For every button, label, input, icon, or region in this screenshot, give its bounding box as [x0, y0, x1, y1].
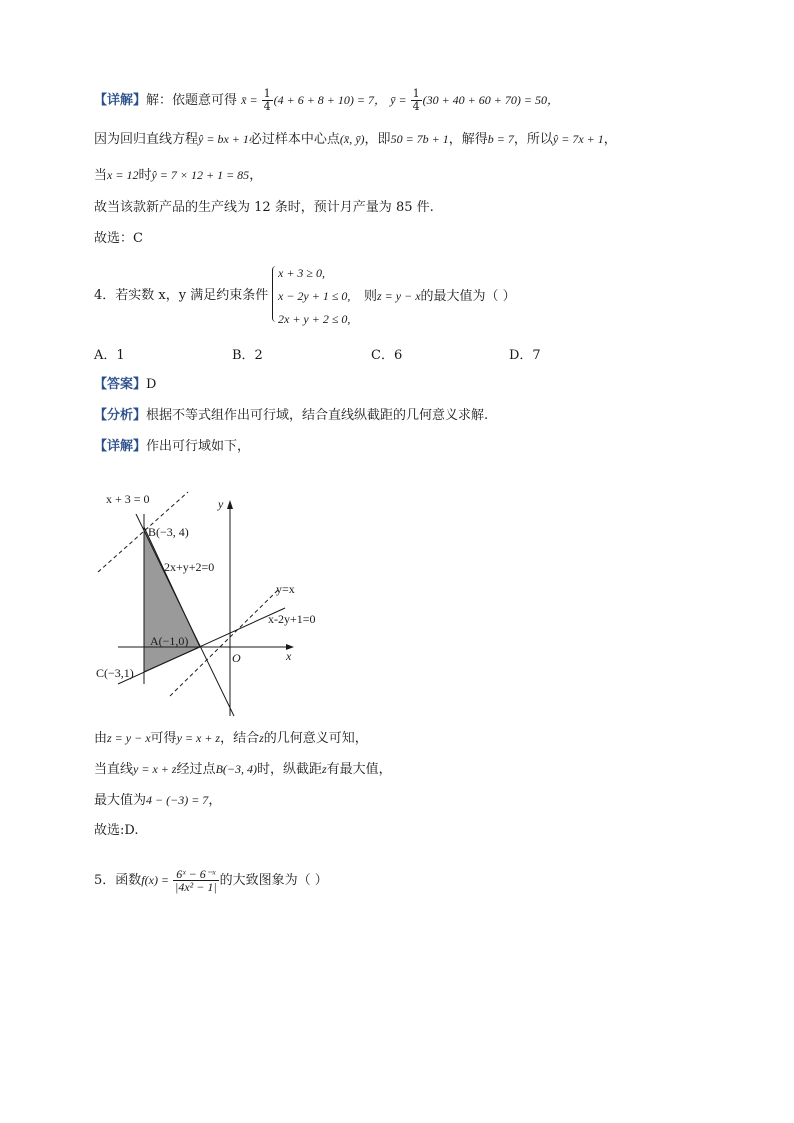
detail-line-1: 【详解】解：依题意可得 x̄ = $\frac{1}{4}$ (4 + 6 + 8 + 10) = 7， ȳ = $\frac{1}{4}$ (30 + 40 + 60 + 70) = 50， [94, 87, 559, 113]
detail2-line: 【详解】作出可行域如下， [94, 439, 251, 454]
label-c: C(−3,1) [96, 666, 134, 680]
feasible-region-graph [90, 484, 350, 724]
option-d: D．7 [509, 348, 541, 363]
after-line-2: 当直线y = x + z经过点B(−3, 4)时，纵截距z有最大值， [94, 762, 392, 777]
q5-fraction: $\frac{\text{6ˣ − 6⁻ˣ}}{\text{|4x² − 1|}}$ [175, 867, 217, 894]
label-yx: y=x [276, 582, 295, 596]
detail-line-5: 故选：C [94, 231, 143, 246]
y-axis-arrow [227, 500, 233, 509]
analysis-line: 【分析】根据不等式组作出可行域，结合直线纵截距的几何意义求解. [94, 408, 489, 423]
fraction: $\frac{1}{4}$ [412, 87, 420, 113]
constraint-system: x + 3 ≥ 0, x − 2y + 1 ≤ 0, 2x + y + 2 ≤ 0, [278, 266, 351, 326]
detail-line-2: 因为回归直线方程ŷ = bx + 1必过样本中心点(x̄, ȳ)，即50 = 7b + 1，解得b = 7，所以ŷ = 7x + 1， [94, 132, 617, 147]
after-line-4: 故选:D. [94, 823, 139, 838]
q5-stem: 5．函数f(x) = $\frac{\text{6ˣ − 6⁻ˣ}}{\text{|4x² − 1|}}$ 的大致图象为（ ） [94, 867, 328, 894]
label-b: B(−3, 4) [148, 525, 189, 539]
q4-stem-2: 则z = y − x的最大值为（ ） [364, 289, 516, 304]
line-x-2y-1 [118, 608, 285, 684]
detail-line-4: 故当该款新产品的生产线为 12 条时，预计月产量为 85 件. [94, 200, 434, 215]
detail-line-3: 当x = 12时ŷ = 7 × 12 + 1 = 85， [94, 168, 263, 183]
option-c: C．6 [371, 348, 403, 363]
q4-stem: 4．若实数 x，y 满足约束条件 [94, 288, 269, 303]
option-b: B．2 [232, 348, 263, 363]
label-o: O [232, 651, 241, 665]
after-line-1: 由z = y − x可得y = x + z，结合z的几何意义可知， [94, 731, 368, 746]
label-x2y: x-2y+1=0 [268, 612, 316, 626]
label-x: x [286, 649, 292, 663]
fraction: $\frac{1}{4}$ [263, 87, 271, 113]
answer-line: 【答案】D [94, 377, 157, 392]
option-a: A．1 [94, 348, 125, 363]
label-a: A(−1,0) [150, 634, 189, 648]
detail-tag: 【详解】 [94, 93, 147, 108]
label-x3: x + 3 = 0 [106, 492, 150, 506]
after-line-3: 最大值为4 − (−3) = 7， [94, 793, 222, 808]
label-2xy: 2x+y+2=0 [164, 560, 215, 574]
label-y: y [218, 497, 224, 511]
